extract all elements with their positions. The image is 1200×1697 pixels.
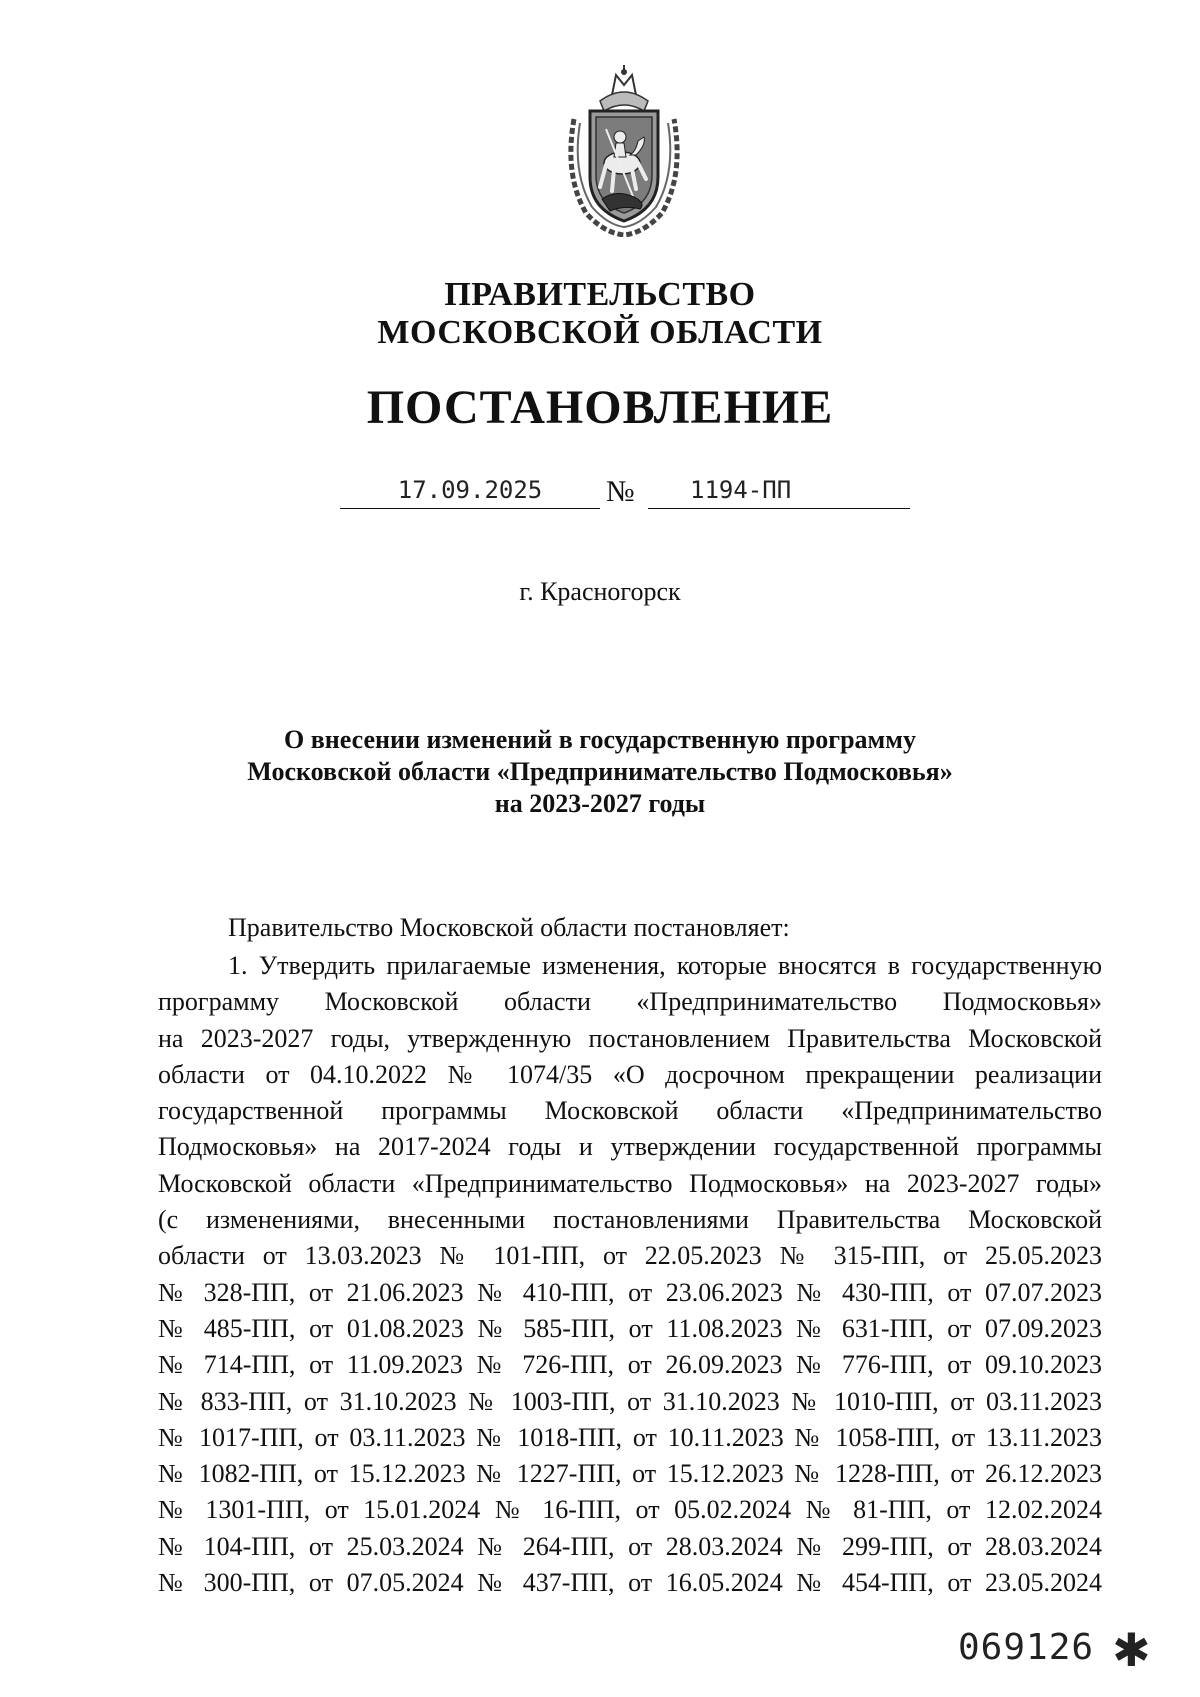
body-line: № 1082-ПП, от 15.12.2023 № 1227-ПП, от 15.12.2023 № 1228-ПП, от 26.12.2023	[158, 1459, 1102, 1489]
authority-name-line2: МОСКОВСКОЙ ОБЛАСТИ	[377, 314, 823, 351]
body-line: № 104-ПП, от 25.03.2024 № 264-ПП, от 28.03.2024 № 299-ПП, от 28.03.2024	[158, 1531, 1102, 1561]
body-line: № 833-ПП, от 31.10.2023 № 1003-ПП, от 31.10.2023 № 1010-ПП, от 03.11.2023	[158, 1386, 1102, 1416]
body-line: государственной программы Московской области «Предпринимательство	[158, 1096, 1102, 1126]
document-date-field	[340, 470, 600, 509]
preamble: Правительство Московской области постановляет:	[228, 913, 790, 942]
body-line: 1. Утвердить прилагаемые изменения, которые вносятся в государственную	[228, 951, 1102, 980]
authority-name-line1: ПРАВИТЕЛЬСТВО	[444, 276, 756, 313]
body-line: (с изменениями, внесенными постановлениями Правительства Московской	[158, 1205, 1102, 1235]
place-of-issue: г. Красногорск	[519, 577, 681, 606]
serial-number: 069126	[958, 1627, 1095, 1668]
body-line: № 328-ПП, от 21.06.2023 № 410-ПП, от 23.06.2023 № 430-ПП, от 07.07.2023	[158, 1277, 1102, 1307]
body-line: программу Московской области «Предпринимательство Подмосковья»	[158, 987, 1102, 1017]
body-line: № 485-ПП, от 01.08.2023 № 585-ПП, от 11.08.2023 № 631-ПП, от 07.09.2023	[158, 1313, 1102, 1343]
document-date: 17.09.2025	[397, 476, 543, 504]
asterisk-icon: ✱	[1112, 1623, 1151, 1677]
subject-line: Московской области «Предпринимательство Подмосковья»	[247, 757, 953, 786]
body-line: области от 04.10.2022 № 1074/35 «О досрочном прекращении реализации	[158, 1059, 1102, 1089]
subject-line: О внесении изменений в государственную программу	[284, 725, 916, 754]
body-line: Московской области «Предпринимательство Подмосковья» на 2023-2027 годы»	[158, 1168, 1102, 1198]
number-sign: №	[606, 475, 635, 508]
document-number-field	[648, 470, 910, 509]
body-line: Подмосковья» на 2017-2024 годы и утверждении государственной программы	[158, 1132, 1102, 1162]
body-line: № 1017-ПП, от 03.11.2023 № 1018-ПП, от 10.11.2023 № 1058-ПП, от 13.11.2023	[158, 1422, 1102, 1452]
document-type-title: ПОСТАНОВЛЕНИЕ	[366, 381, 834, 434]
body-line: № 714-ПП, от 11.09.2023 № 726-ПП, от 26.09.2023 № 776-ПП, от 09.10.2023	[158, 1350, 1102, 1380]
document-subject	[200, 724, 1000, 820]
coat-of-arms-icon	[560, 65, 688, 237]
body-line: области от 13.03.2023 № 101-ПП, от 22.05.2023 № 315-ПП, от 25.05.2023	[158, 1241, 1102, 1271]
document-number: 1194-ПП	[690, 476, 792, 504]
body-line: на 2023-2027 годы, утвержденную постановлением Правительства Московской	[158, 1023, 1102, 1053]
body-line: № 300-ПП, от 07.05.2024 № 437-ПП, от 16.05.2024 № 454-ПП, от 23.05.2024	[158, 1568, 1102, 1598]
body-line: № 1301-ПП, от 15.01.2024 № 16-ПП, от 05.02.2024 № 81-ПП, от 12.02.2024	[158, 1495, 1102, 1525]
subject-line: на 2023-2027 годы	[494, 789, 706, 818]
body-text	[158, 948, 1102, 1601]
